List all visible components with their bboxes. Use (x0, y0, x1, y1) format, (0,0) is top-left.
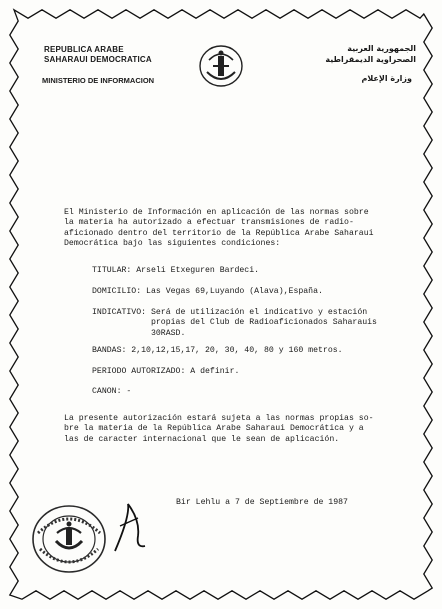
country-name-arabic-line1: الجمهورية العربية (347, 44, 416, 53)
official-seal-stamp (30, 503, 108, 575)
national-emblem-icon (197, 42, 245, 90)
ministry-name-arabic: وزارة الإعلام (361, 74, 412, 83)
signature-scribble (110, 496, 150, 556)
periodo-field: PERIODO AUTORIZADO: A definir. (92, 367, 240, 376)
titular-field: TITULAR: Arseli Etxeguren Bardeci. (92, 266, 260, 275)
indicativo-field: INDICATIVO: Será de utilización el indicativo y estación propias del Club de Radioaficionados Saharauis 30RASD. (92, 308, 377, 338)
country-name-line2: SAHARAUI DEMOCRATICA (44, 55, 152, 64)
header-left (22, 45, 172, 85)
intro-paragraph: El Ministerio de Información en aplicación de las normas sobre la materia ha autorizado a efectuar transmisiones de radio- aficionado dentro del territorio de la República Arabe Saharaui Democrática bajo las siguientes condiciones: (64, 208, 374, 248)
place-date: Bir Lehlu a 7 de Septiembre de 1987 (176, 498, 348, 507)
bandas-field: BANDAS: 2,10,12,15,17, 20, 30, 40, 80 y 160 metros. (92, 346, 343, 355)
closing-paragraph: La presente autorización estará sujeta a las normas propias so- bre la materia de la República Arabe Saharaui Democrática y a las de caracter internacional que le sean de aplicación. (64, 414, 374, 444)
domicilio-field: DOMICILIO: Las Vegas 69,Luyando (Alava),España. (92, 287, 323, 296)
country-name-arabic-line2: الصحراوية الديمقراطية (325, 55, 416, 64)
ministry-name: MINISTERIO DE INFORMACION (42, 76, 155, 85)
country-name-line1: REPUBLICA ARABE (44, 45, 124, 54)
canon-field: CANON: - (92, 387, 132, 396)
header-right (300, 44, 420, 83)
